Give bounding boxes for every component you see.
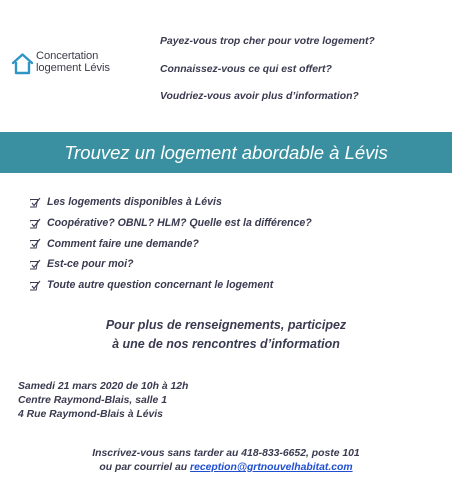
question-1: Payez-vous trop cher pour votre logement? (160, 36, 375, 47)
question-3: Voudriez-vous avoir plus d’information? (160, 91, 359, 102)
checkbox-check-icon (30, 218, 41, 229)
list-item-text: Les logements disponibles à Lévis (47, 196, 222, 209)
list-item (30, 213, 312, 234)
checkbox-check-icon (30, 280, 41, 291)
event-address: 4 Rue Raymond-Blais à Lévis (18, 409, 163, 420)
title-banner (0, 132, 452, 173)
house-icon (11, 52, 34, 76)
checkbox-check-icon (30, 238, 41, 249)
contact-email-line (0, 462, 452, 473)
list-item-text: Comment faire une demande? (47, 237, 199, 250)
event-venue: Centre Raymond-Blais, salle 1 (18, 395, 167, 406)
logo (11, 50, 121, 80)
cta-line2: à une de nos rencontres d’information (112, 337, 340, 351)
question-2: Connaissez-vous ce qui est offert? (160, 64, 332, 75)
list-item (30, 275, 312, 296)
logo-text-line1: Concertation (36, 50, 99, 62)
cta-line1: Pour plus de renseignements, participez (105, 318, 347, 332)
banner-title: Trouvez un logement abordable à Lévis (64, 141, 388, 163)
list-item (30, 192, 312, 213)
list-item-text: Toute autre question concernant le logement (47, 279, 274, 292)
logo-text-line2: logement Lévis (36, 62, 110, 74)
contact-email-prefix: ou par courriel au (99, 462, 191, 473)
contact-phone: Inscrivez-vous sans tarder au 418-833-6652, poste 101 (92, 448, 360, 459)
list-item (30, 233, 312, 254)
email-link[interactable]: reception@grtnouvelhabitat.com (190, 462, 353, 473)
list-item-text: Est-ce pour moi? (47, 258, 134, 271)
event-date: Samedi 21 mars 2020 de 10h à 12h (18, 381, 189, 392)
list-item (30, 254, 312, 275)
topics-list (30, 192, 312, 295)
checkbox-check-icon (30, 259, 41, 270)
list-item-text: Coopérative? OBNL? HLM? Quelle est la différence? (47, 217, 312, 230)
checkbox-check-icon (30, 197, 41, 208)
